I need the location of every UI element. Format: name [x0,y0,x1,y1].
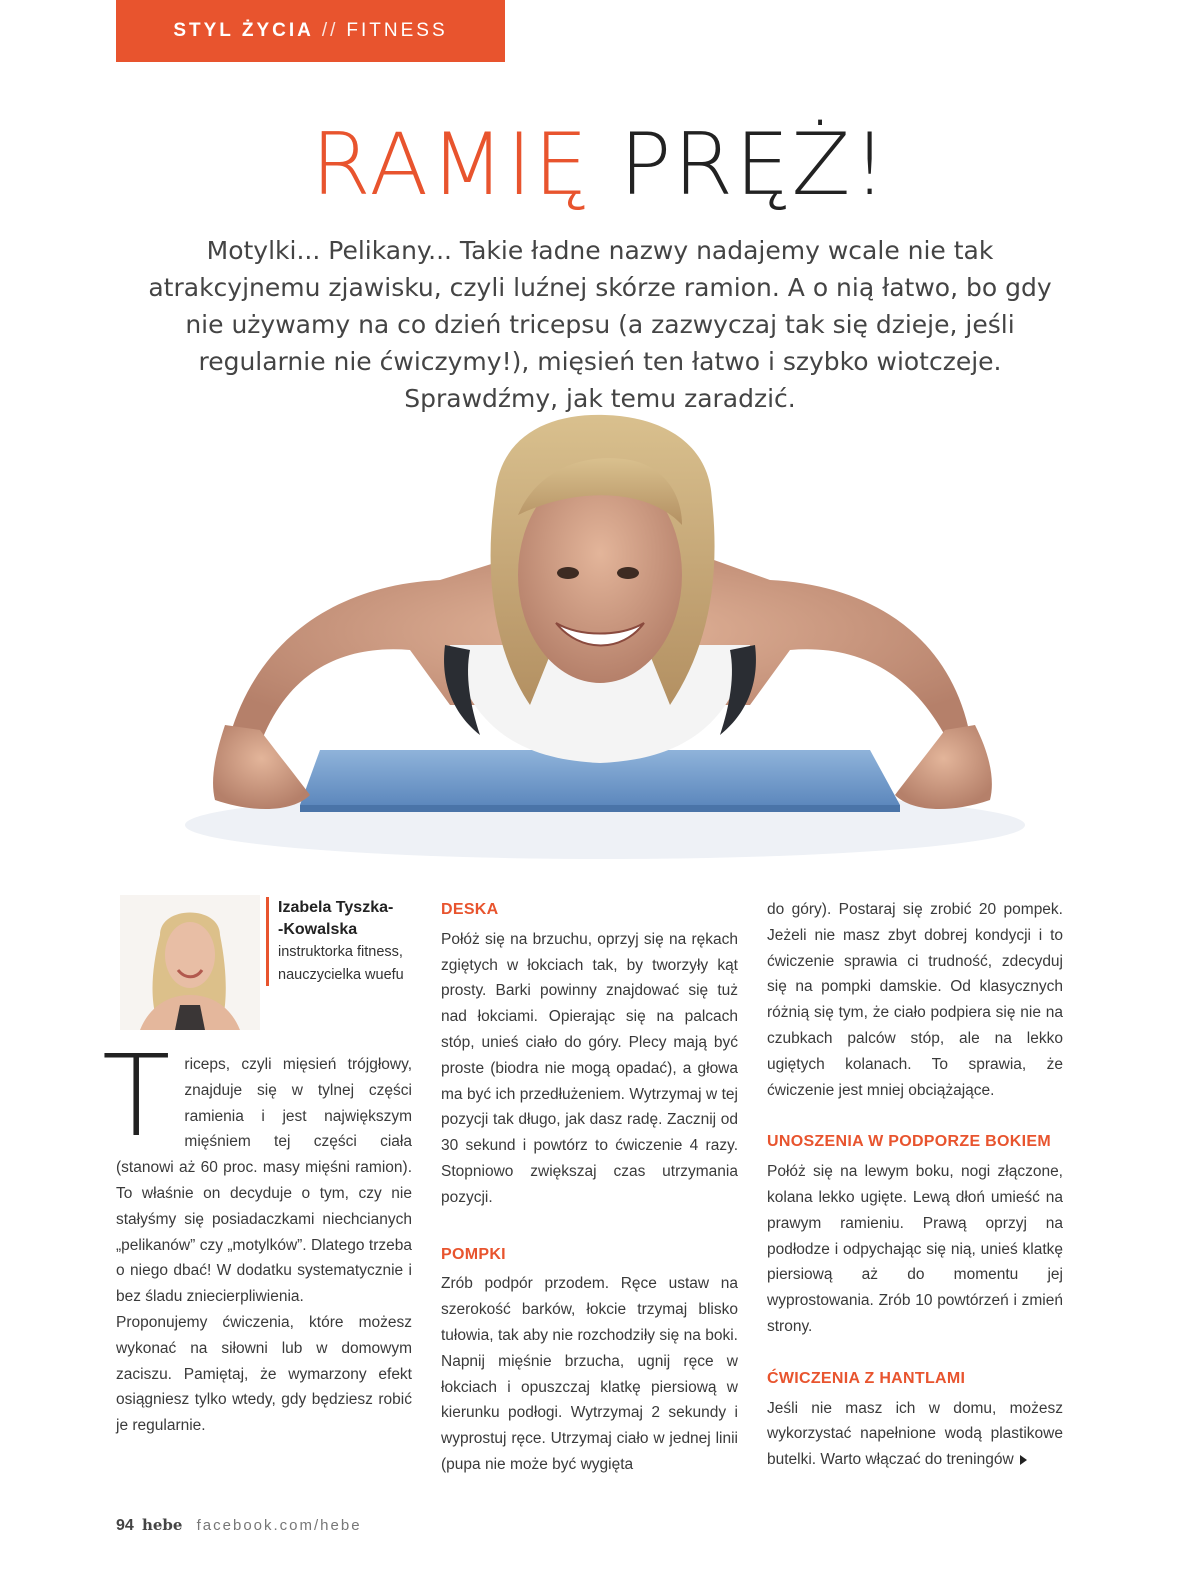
subcategory-label: FITNESS [346,20,448,41]
text-unoszenia: Połóż się na lewym boku, nogi złączone, kolana lekko ugięte. Lewą dłoń umieść na prawym ramieniu. Prawą oprzyj na podłodze i odpychając się nią, unieś klatkę piersiową aż do momentu jej wyprostowania. Zrób 10 powtórzeń i zmień strony. [767,1163,1063,1335]
heading-deska: DESKA [441,901,499,918]
author-photo [120,895,260,1030]
text-hantle [767,1396,1063,1473]
heading-pompki: POMPKI [441,1245,506,1263]
author-name-line1: Izabela Tyszka- [278,899,394,916]
drop-cap: T [102,1032,171,1162]
page-number: 94 [116,1517,134,1534]
article-lead: Motylki... Pelikany... Takie ładne nazwy nadajemy wcale nie tak atrakcyjnemu zjawisku, czyli luźnej skórze ramion. A o nią łatwo, bo gdy nie używamy na co dzień tricepsu (a zazwyczaj tak się dzieje, jeśli regularnie nie ćwiczymy!), mięsień ten łatwo i szybko wiotczeje. Sprawdźmy, jak temu zaradzić. [148,236,1052,413]
heading-unoszenia: UNOSZENIA W PODPORZE BOKIEM [767,1133,1051,1151]
category-label: STYL ŻYCIA [173,20,314,41]
author-byline [266,897,428,986]
column-1 [102,1032,412,1439]
intro-paragraph-2: Proponujemy ćwiczenia, które możesz wykonać na siłowni lub w domowym zaciszu. Pamiętaj, że wymarzony efekt osiągniesz tylko wtedy, gdy będziesz robić je regularnie. [116,1313,412,1435]
author-name-line2: -Kowalska [278,921,358,938]
title-accent: RAMIĘ [311,115,591,215]
hero-photo-pushup-woman [110,405,1100,875]
text-deska: Połóż się na brzuchu, oprzyj się na rękach zgiętych w łokciach tak, by tworzyły kąt prosty. Barki powinny znajdować się tuż nad łokciami. Opierając się na palcach stóp, unieś ciało do góry. Plecy mają być proste (biodra nie mogą opadać), a głowa ma być ich przedłużeniem. Wytrzymaj w tej pozycji tak długo, jak dasz radę. Zacznij od 30 sekund i powtórz to ćwiczenie 4 razy. Stopniowo zwiększaj czas utrzymania pozycji. [441,930,738,1206]
column-2 [441,897,738,1478]
title-rest: PRĘŻ! [619,115,889,215]
section-tab [116,0,505,62]
text-pompki-continued: do góry). Postaraj się zrobić 20 pompek. Jeżeli nie masz zbyt dobrej kondycji i to ćwiczenie sprawia ci trudność, zdecyduj się na pompki damskie. Od klasycznych różnią się tym, że ciało podpiera się nie na czubkach palców stóp, ale na lekko ugiętych kolanach. To sprawia, że ćwiczenie jest mniej obciążające. [767,901,1063,1099]
category-separator: // [321,20,339,41]
facebook-link[interactable]: facebook.com/hebe [196,1517,362,1534]
author-role: instruktorka fitness, nauczycielka wuefu [278,944,404,983]
column-3 [767,897,1063,1473]
page-footer [116,1516,362,1535]
brand-name: hebe [141,1516,183,1534]
intro-paragraph-1 [102,1032,412,1310]
text-pompki: Zrób podpór przodem. Ręce ustaw na szerokość barków, łokcie trzymaj blisko tułowia, tak aby nie rozchodziły się na boki. Napnij mięśnie brzucha, ugnij ręce w łokciach i opuszczaj klatkę piersiową w kierunku podłogi. Wytrzymaj 2 sekundy i wyprostuj ręce. Utrzymaj ciało w jednej linii (pupa nie może być wygięta [441,1275,738,1473]
intro-paragraph-1-text: riceps, czyli mięsień trójgłowy, znajduje się w tylnej części ramienia i jest największym mięśniem tej części ciała (stanowi aż 60 proc. masy mięśni ramion). To właśnie on decyduje o tym, czy nie stałyśmy się posiadaczkami niechcianych „pelikanów” czy „motylków”. Dlatego trzeba o niego dbać! W dodatku systematycznie i bez śladu zniecierpliwienia. [116,1056,412,1306]
continue-arrow-icon [1020,1455,1027,1465]
article-title [0,115,1200,215]
text-hantle-body: Jeśli nie masz ich w domu, możesz wykorzystać napełnione wodą plastikowe butelki. Warto włączać do treningów [767,1399,1063,1469]
heading-hantle: ĆWICZENIA Z HANTLAMI [767,1369,966,1387]
